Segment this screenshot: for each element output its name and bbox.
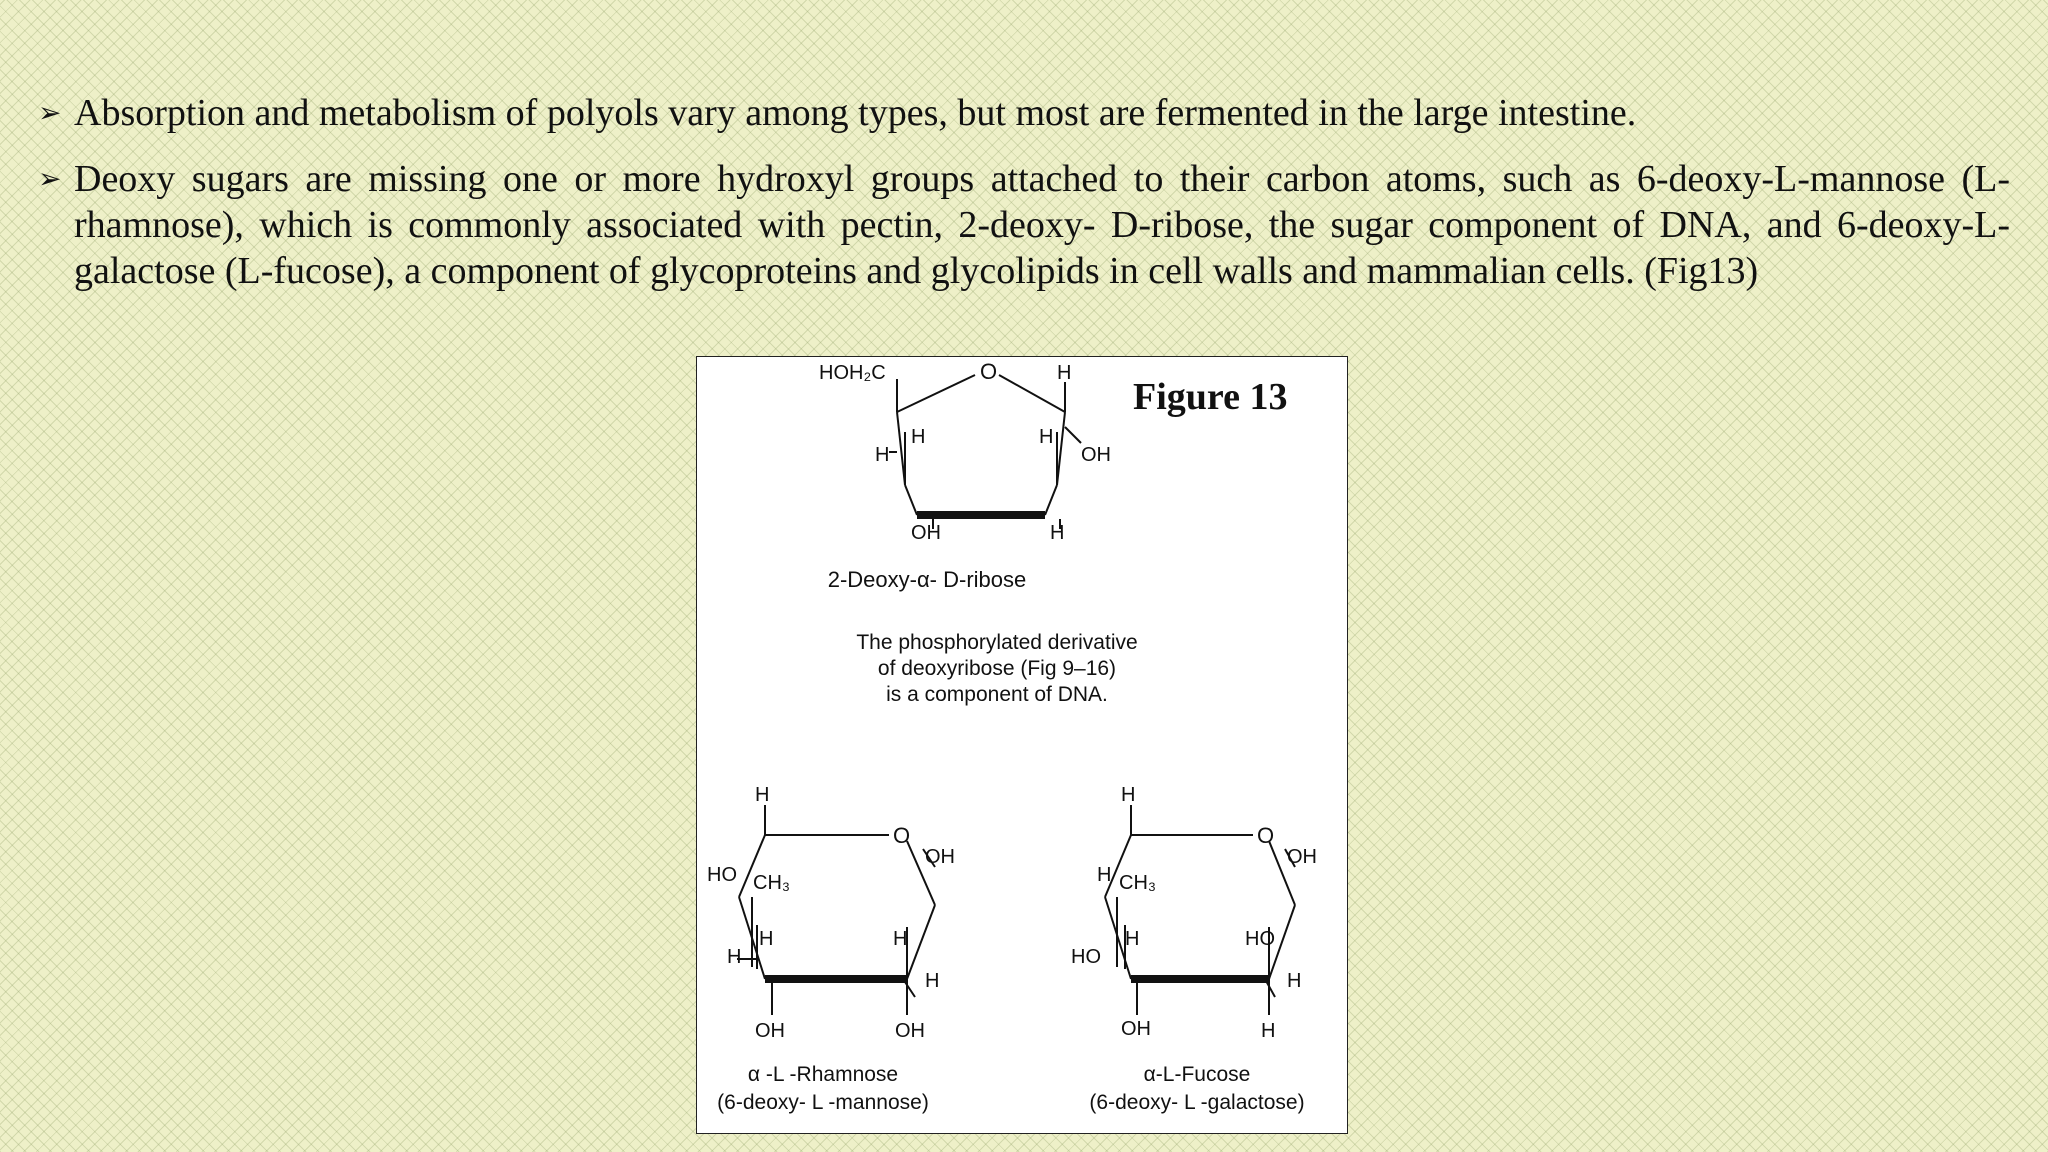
atom-ho: HO	[1071, 946, 1101, 968]
ribose-name: 2-Deoxy-α- D-ribose	[827, 567, 1027, 592]
atom-ring-o: O	[1257, 823, 1275, 848]
atom-oh: OH	[1121, 1018, 1151, 1040]
atom-h: H	[759, 928, 774, 950]
figure-13	[696, 356, 1348, 1134]
atom-h: H	[925, 970, 940, 992]
fucose-name: α-L-Fucose	[1143, 1063, 1251, 1086]
atom-hoh2c: HOH₂C	[819, 362, 886, 384]
atom-ho: HO	[707, 864, 737, 886]
atom-h: H	[1287, 970, 1302, 992]
atom-ch3: CH₃	[753, 872, 791, 894]
bullet-polyols	[38, 90, 2010, 136]
ribose-caption-line: is a component of DNA.	[886, 683, 1108, 706]
bullet-text: Deoxy sugars are missing one or more hydroxyl groups attached to their carbon atoms, such as 6-deoxy-L-mannose (L-rhamnose), which is commonly associated with pectin, 2-deoxy- D-ribose, the sugar component of DNA, and 6-deoxy-L-galactose (L-fucose), a component of glycoproteins and glycolipids in cell walls and mammalian cells. (Fig13)	[74, 158, 2010, 292]
ribose-caption-line: The phosphorylated derivative	[856, 631, 1138, 654]
atom-oh: OH	[755, 1020, 785, 1042]
atom-h: H	[1261, 1020, 1276, 1042]
atom-oh: OH	[1287, 846, 1317, 868]
arrow-bullet-icon: ➢	[38, 162, 62, 195]
atom-h: H	[1057, 362, 1072, 384]
atom-h: H	[1121, 784, 1136, 806]
bullet-deoxy-sugars	[38, 156, 2010, 294]
atom-oh: OH	[895, 1020, 925, 1042]
arrow-bullet-icon: ➢	[38, 96, 62, 129]
atom-h: H	[893, 928, 908, 950]
atom-h: H	[875, 444, 890, 466]
atom-oh: OH	[925, 846, 955, 868]
fucose-subtitle: (6-deoxy- L -galactose)	[1089, 1091, 1305, 1114]
atom-ring-o: O	[980, 359, 998, 384]
atom-h: H	[1125, 928, 1140, 950]
atom-h: H	[1050, 522, 1065, 544]
ribose-caption-line: of deoxyribose (Fig 9–16)	[877, 657, 1117, 680]
rhamnose-name: α -L -Rhamnose	[747, 1063, 899, 1086]
atom-ho: HO	[1245, 928, 1275, 950]
ribose-bonds	[889, 375, 1081, 529]
atom-h: H	[1097, 864, 1112, 886]
atom-h: H	[727, 946, 742, 968]
atom-h: H	[911, 426, 926, 448]
atom-ring-o: O	[893, 823, 911, 848]
atom-h: H	[1039, 426, 1054, 448]
bullet-text: Absorption and metabolism of polyols vary among types, but most are fermented in the large intestine.	[74, 92, 1637, 134]
bullet-list	[38, 90, 2010, 314]
atom-oh: OH	[1081, 444, 1111, 466]
structure-diagram	[697, 357, 1349, 1135]
atom-ch3: CH₃	[1119, 872, 1157, 894]
figure-title: Figure 13	[1133, 376, 1288, 418]
atom-h: H	[755, 784, 770, 806]
atom-oh: OH	[911, 522, 941, 544]
rhamnose-subtitle: (6-deoxy- L -mannose)	[717, 1091, 929, 1114]
